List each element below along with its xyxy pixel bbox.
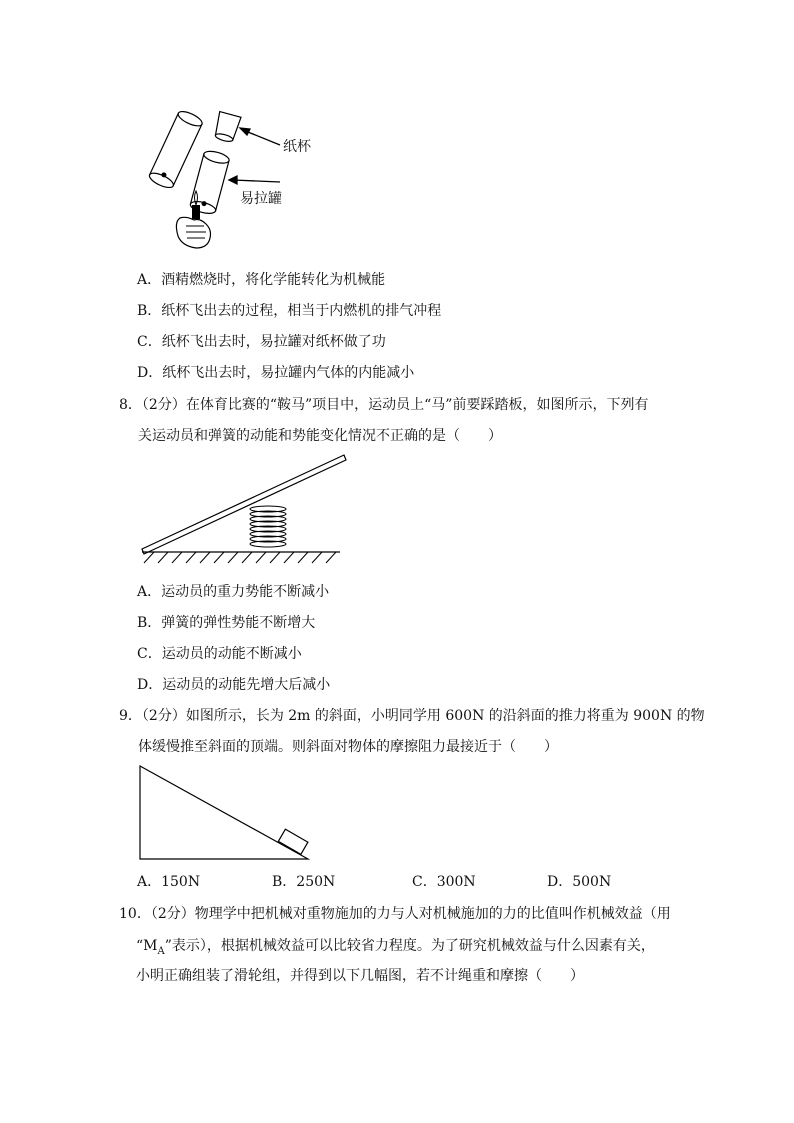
q10-ma-subscript: A <box>157 945 165 957</box>
q8-option-d: D．运动员的动能先增大后减小 <box>137 677 331 693</box>
q9-incline-figure <box>138 764 318 864</box>
cup-arrow <box>240 128 280 145</box>
q9-option-c: C．300N <box>412 874 476 890</box>
q7-figure <box>130 110 330 250</box>
q7-option-d: D．纸杯飞出去时，易拉罐内气体的内能减小 <box>137 365 415 381</box>
q8-stem-line1: 8．（2分）在体育比赛的“鞍马”项目中，运动员上“马”前要踩踏板，如图所示，下列有 <box>119 397 649 413</box>
q8-stem-line2: 关运动员和弹簧的动能和势能变化情况不正确的是（ ） <box>138 428 502 444</box>
q9-option-b: B．250N <box>272 874 336 890</box>
q9-option-a: A．150N <box>137 874 201 890</box>
q10-stem-line2 <box>136 937 655 961</box>
q9-stem-line2: 体缓慢推至斜面的顶端。则斜面对物体的摩擦阻力最接近于（ ） <box>138 739 558 755</box>
q7-option-a: A．酒精燃烧时，将化学能转化为机械能 <box>137 272 386 288</box>
q8-springboard-figure <box>140 455 350 565</box>
q10-ma-prefix: “M <box>136 938 158 954</box>
q8-option-c: C．运动员的动能不断减小 <box>137 646 302 662</box>
q9-stem-line1: 9．（2分）如图所示，长为 2m 的斜面，小明同学用 600N 的沿斜面的推力将重为 900N 的物 <box>119 708 705 724</box>
q10-stem-line1: 10．（2分）物理学中把机械对重物施加的力与人对机械施加的力的比值叫作机械效益（用 <box>119 906 671 922</box>
cup-label: 纸杯 <box>283 139 311 155</box>
q7-option-b: B．纸杯飞出去的过程，相当于内燃机的排气冲程 <box>137 303 442 319</box>
spring <box>250 506 286 547</box>
paper-cup <box>213 112 241 144</box>
ground-hatch <box>144 552 336 563</box>
can-arrow <box>229 176 280 184</box>
q7-option-c: C．纸杯飞出去时，易拉罐对纸杯做了功 <box>137 334 386 350</box>
q8-option-b: B．弹簧的弹性势能不断增大 <box>137 615 316 631</box>
flying-can-left <box>148 109 205 191</box>
can-label: 易拉罐 <box>240 191 282 207</box>
q10-line2-rest: ”表示），根据机械效益可以比较省力程度。为了研究机械效益与什么因素有关， <box>164 938 655 954</box>
q9-option-d: D．500N <box>547 874 612 890</box>
q10-stem-line3: 小明正确组装了滑轮组，并得到以下几幅图，若不计绳重和摩擦（ ） <box>136 968 584 984</box>
q8-option-a: A．运动员的重力势能不断减小 <box>137 584 330 600</box>
